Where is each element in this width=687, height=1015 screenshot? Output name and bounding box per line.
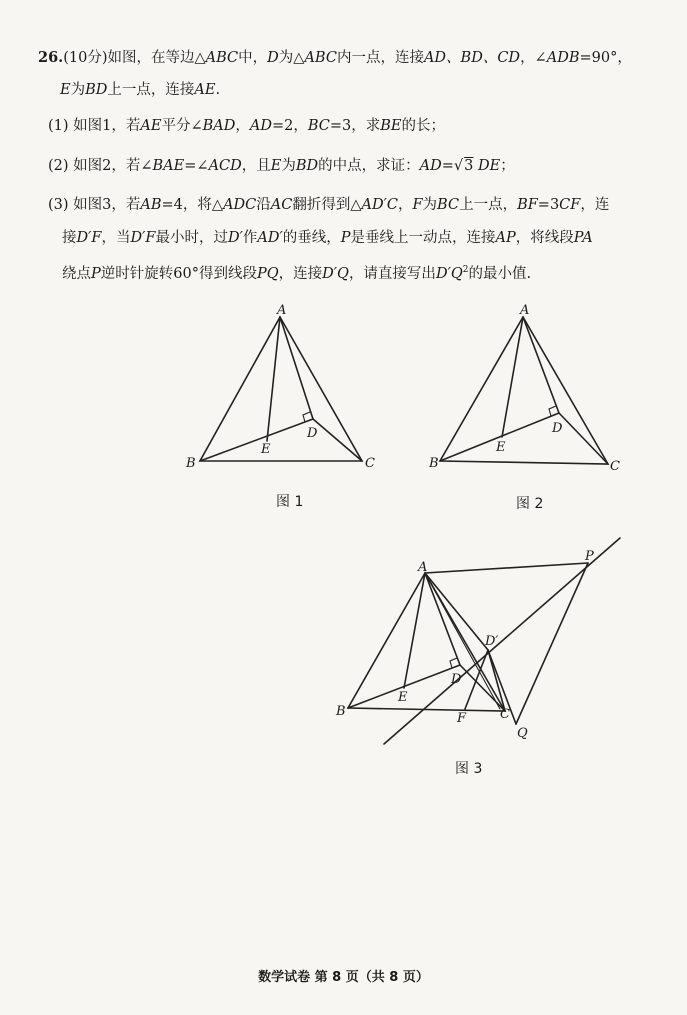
text: D′Q	[435, 265, 463, 282]
text: CF	[559, 197, 581, 213]
text: ADC	[223, 197, 257, 213]
problem-number: 26.	[38, 49, 64, 66]
text: AB	[140, 197, 162, 213]
text: BAE	[152, 158, 185, 174]
text: BE	[380, 118, 402, 134]
figure-1-caption: 图 1	[276, 494, 304, 510]
text: AE	[140, 118, 162, 134]
part-label: (2)	[48, 158, 69, 174]
segment-ad-prime	[425, 573, 488, 650]
text: ，当	[101, 230, 131, 246]
figure-3	[348, 538, 620, 744]
text: 绕点	[62, 265, 91, 282]
text: 接	[62, 230, 77, 246]
sqrt-sign: √	[453, 158, 464, 174]
text: ，且	[241, 158, 271, 174]
text: ACD	[208, 158, 242, 174]
segment-cd	[313, 419, 362, 461]
label-b: B	[429, 456, 439, 471]
text: ABC	[205, 50, 239, 66]
text: 如图1，若	[73, 118, 141, 134]
text: AP	[495, 230, 516, 246]
text: ，	[235, 118, 250, 134]
label-b: B	[336, 704, 346, 719]
text: PA	[573, 230, 593, 246]
part-label: (3)	[48, 197, 69, 213]
triangle-abc	[440, 317, 608, 464]
label-d: D	[552, 421, 563, 436]
text: .	[215, 82, 221, 98]
text: 的中点，求证：	[318, 158, 420, 174]
label-c: C	[365, 456, 375, 471]
figure-2-caption: 图 2	[516, 496, 544, 512]
label-a: A	[418, 560, 428, 575]
text: =4，将△	[161, 197, 224, 213]
text: D	[267, 50, 279, 66]
figure-2	[440, 317, 608, 464]
text: 如图3，若	[73, 197, 141, 213]
text: =	[441, 158, 454, 174]
text: 为△	[278, 50, 305, 66]
segment-bd	[200, 419, 313, 461]
text: BD	[85, 82, 108, 98]
text: E	[270, 158, 282, 174]
figure-3-caption: 图 3	[455, 761, 483, 777]
text: BF	[517, 197, 538, 213]
text: AE	[194, 82, 216, 98]
text: D′	[227, 230, 243, 246]
text: 中，	[238, 50, 268, 66]
label-p: P	[585, 549, 594, 564]
text: BD	[295, 158, 319, 174]
label-d-prime: D′	[485, 634, 499, 649]
text: AD′C	[361, 197, 398, 213]
segment-ap	[425, 563, 588, 573]
text: =3，求	[329, 118, 381, 134]
text: BC	[437, 197, 460, 213]
text: 沿	[256, 197, 271, 213]
label-q: Q	[517, 726, 528, 741]
text: ，将线段	[515, 230, 574, 246]
label-e: E	[261, 442, 271, 457]
text: D′F	[76, 230, 102, 246]
text: 翻折得到△	[292, 197, 362, 213]
text: ；	[500, 158, 515, 174]
text: ABC	[304, 50, 337, 66]
label-e: E	[496, 440, 506, 455]
text: ，请直接写出	[348, 265, 436, 282]
text: 为	[422, 197, 438, 213]
text: =2，	[271, 118, 308, 134]
text: 如图，在等边△	[107, 50, 206, 66]
text: ，	[397, 197, 413, 213]
label-f: F	[457, 711, 467, 726]
segment-d-prime-f	[465, 650, 488, 709]
label-d: D	[451, 672, 462, 687]
text: E	[60, 82, 71, 98]
text: 逆时针旋转60°得到线段	[100, 265, 257, 282]
segment-pq	[516, 563, 588, 724]
text: AD、BD、CD	[423, 50, 521, 66]
label-d: D	[307, 426, 318, 441]
text: ，∠	[520, 50, 547, 66]
label-e: E	[398, 690, 408, 705]
text: D′Q	[322, 265, 349, 282]
text: ，连接	[278, 265, 323, 282]
segment-ad	[280, 317, 313, 419]
problem-score: (10分)	[63, 50, 108, 66]
text: =3	[537, 197, 560, 213]
text: BC	[307, 118, 330, 134]
text: =90°，	[579, 50, 632, 66]
text: F	[412, 197, 423, 213]
text: P	[340, 230, 351, 246]
text: ，连	[580, 197, 610, 213]
label-a: A	[277, 303, 287, 318]
label-b: B	[186, 456, 196, 471]
segment-ad	[523, 317, 559, 413]
segment-ad	[425, 573, 460, 665]
text: 的垂线，	[282, 230, 341, 246]
text: ADB	[546, 50, 580, 66]
part-label: (1)	[48, 118, 69, 134]
text: D′F	[130, 230, 156, 246]
text: 平分∠	[161, 118, 203, 134]
text: 如图2，若∠	[73, 158, 153, 174]
text: 内一点，连接	[336, 50, 424, 66]
text: PQ	[256, 265, 279, 282]
text: 为	[281, 158, 296, 174]
text: 的长；	[401, 118, 446, 134]
text: 是垂线上一动点，连接	[350, 230, 496, 246]
sqrt-radicand: 3	[464, 158, 474, 174]
superscript: 2	[462, 265, 469, 275]
text: 为	[70, 82, 86, 98]
text: BAD	[202, 118, 236, 134]
text: 上一点，连接	[107, 82, 195, 98]
text: P	[91, 265, 101, 282]
text: AD	[249, 118, 272, 134]
label-c: C	[500, 707, 510, 722]
label-a: A	[520, 303, 530, 318]
page-footer: 数学试卷 第 8 页（共 8 页）	[258, 970, 429, 985]
text: AD	[419, 158, 442, 174]
text: 作	[242, 230, 258, 246]
label-c: C	[610, 459, 620, 474]
text: AD′	[257, 230, 283, 246]
text: 上一点，	[459, 197, 518, 213]
text: 的最小值.	[468, 265, 532, 282]
text: DE	[478, 158, 501, 174]
text: AC	[270, 197, 293, 213]
figure-1	[200, 317, 362, 461]
text: 最小时，过	[155, 230, 228, 246]
text: =∠	[184, 158, 209, 174]
